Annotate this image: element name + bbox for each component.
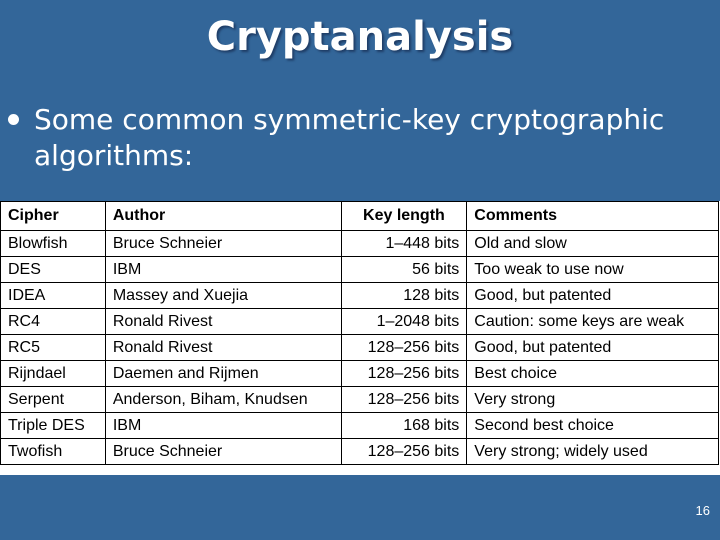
cell-comments: Good, but patented <box>467 283 719 309</box>
cell-author: IBM <box>105 413 341 439</box>
table-row <box>1 283 719 309</box>
table-row <box>1 257 719 283</box>
table-row <box>1 413 719 439</box>
table-row <box>1 309 719 335</box>
cell-cipher: Twofish <box>1 439 106 465</box>
cell-cipher: RC5 <box>1 335 106 361</box>
cell-key-length: 1–448 bits <box>341 231 467 257</box>
header-cipher: Cipher <box>1 202 106 231</box>
page-number: 16 <box>695 503 710 518</box>
cell-cipher: Blowfish <box>1 231 106 257</box>
cipher-table <box>0 201 719 465</box>
cell-comments: Best choice <box>467 361 719 387</box>
cell-key-length: 128–256 bits <box>341 335 467 361</box>
cell-comments: Too weak to use now <box>467 257 719 283</box>
cell-cipher: Serpent <box>1 387 106 413</box>
cell-author: Ronald Rivest <box>105 335 341 361</box>
cell-key-length: 168 bits <box>341 413 467 439</box>
cell-author: Anderson, Biham, Knudsen <box>105 387 341 413</box>
cell-key-length: 128–256 bits <box>341 439 467 465</box>
cell-key-length: 56 bits <box>341 257 467 283</box>
cell-cipher: RC4 <box>1 309 106 335</box>
cell-cipher: Rijndael <box>1 361 106 387</box>
bullet-text: Some common symmetric-key cryptographic algorithms: <box>34 103 665 172</box>
table-header-row <box>1 202 719 231</box>
cell-comments: Second best choice <box>467 413 719 439</box>
table-row <box>1 387 719 413</box>
cell-key-length: 128–256 bits <box>341 387 467 413</box>
cell-author: Ronald Rivest <box>105 309 341 335</box>
cell-key-length: 128–256 bits <box>341 361 467 387</box>
cell-cipher: DES <box>1 257 106 283</box>
table-row <box>1 439 719 465</box>
header-author: Author <box>105 202 341 231</box>
cell-key-length: 128 bits <box>341 283 467 309</box>
cell-author: Bruce Schneier <box>105 231 341 257</box>
cell-comments: Good, but patented <box>467 335 719 361</box>
cell-cipher: IDEA <box>1 283 106 309</box>
cell-comments: Very strong <box>467 387 719 413</box>
bullet-dot-icon <box>8 114 19 125</box>
table-row <box>1 361 719 387</box>
table-row <box>1 231 719 257</box>
cell-key-length: 1–2048 bits <box>341 309 467 335</box>
cell-comments: Very strong; widely used <box>467 439 719 465</box>
table-row <box>1 335 719 361</box>
cipher-table-container <box>0 201 720 475</box>
cell-cipher: Triple DES <box>1 413 106 439</box>
cell-author: Daemen and Rijmen <box>105 361 341 387</box>
header-key-length: Key length <box>341 202 467 231</box>
cell-author: Massey and Xuejia <box>105 283 341 309</box>
cell-author: Bruce Schneier <box>105 439 341 465</box>
header-comments: Comments <box>467 202 719 231</box>
cell-comments: Old and slow <box>467 231 719 257</box>
cell-comments: Caution: some keys are weak <box>467 309 719 335</box>
slide-title: Cryptanalysis <box>206 14 514 60</box>
cell-author: IBM <box>105 257 341 283</box>
